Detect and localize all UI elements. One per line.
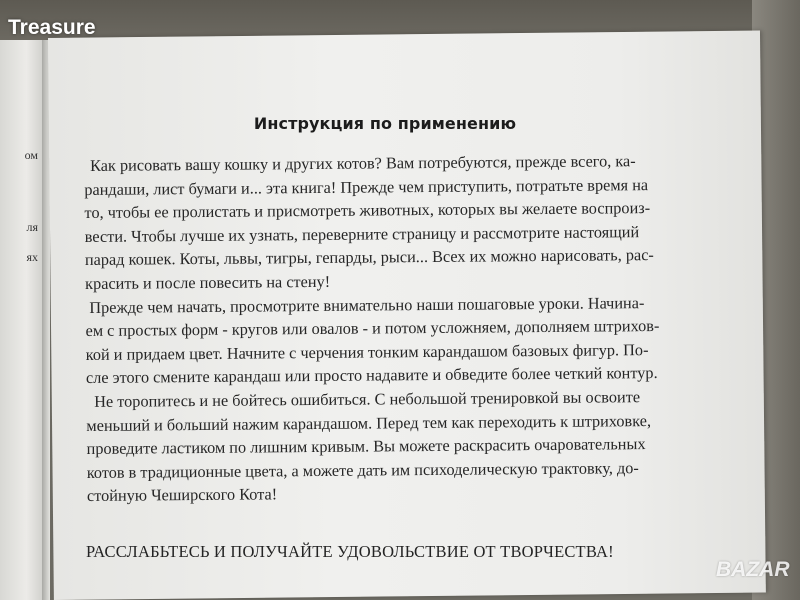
text-line: парад кошек. Коты, львы, тигры, гепарды, рыси... Всех их можно нарисовать, рас- bbox=[84, 245, 654, 270]
text-line: Прежде чем начать, просмотрите внимательно наши пошаговые уроки. Начина- bbox=[89, 292, 645, 317]
text-line: кой и придаем цвет. Начните с черчения тонким карандашом базовых фигур. По- bbox=[85, 339, 649, 364]
paragraph-1 bbox=[84, 149, 701, 296]
closing-line: РАССЛАБЬТЕСЬ И ПОЛУЧАЙТЕ УДОВОЛЬСТВИЕ ОТ ТВОРЧЕСТВА! bbox=[86, 542, 614, 561]
watermark-text: Treasure bbox=[8, 16, 96, 39]
text-line: стойную Чеширского Кота! bbox=[86, 484, 278, 506]
body-text bbox=[84, 149, 703, 508]
text-line: Как рисовать вашу кошку и других котов? Вам потребуются, прежде всего, ка- bbox=[90, 151, 636, 175]
left-page-fragment: ях bbox=[26, 250, 38, 264]
text-line: Не торопитесь и не бойтесь ошибиться. С небольшой тренировкой вы освоите bbox=[94, 387, 641, 411]
text-line: то, чтобы ее пролистать и присмотреть животных, которых вы желаете воспроиз- bbox=[84, 198, 651, 223]
text-line: котов в традиционные цвета, а можете дать им психоделическую трактовку, до- bbox=[86, 457, 639, 482]
paragraph-2 bbox=[85, 290, 702, 390]
paragraph-3 bbox=[86, 385, 703, 508]
text-line: проведите ластиком по лишним кривым. Вы можете раскрасить очаровательных bbox=[86, 434, 646, 459]
text-line: меньший и больший нажим карандашом. Перед тем как переходить к штриховке, bbox=[86, 410, 652, 435]
text-line: рандаши, лист бумаги и... эта книга! Прежде чем приступить, потратьте время на bbox=[84, 174, 649, 199]
text-line: вести. Чтобы лучше их узнать, переверните страницу и рассмотрите настоящий bbox=[84, 221, 640, 246]
left-page-fragment: ля bbox=[26, 220, 38, 234]
text-line: красить и после повесить на стену! bbox=[85, 271, 331, 293]
left-page-fragment: ом bbox=[24, 148, 38, 162]
page-title: Инструкция по применению bbox=[253, 114, 517, 133]
text-line: ем с простых форм - кругов или овалов - и потом усложняем, дополняем штрихов- bbox=[85, 316, 660, 341]
text-line: сле этого смените карандаш или просто надавите и обведите более четкий контур. bbox=[85, 363, 658, 388]
bazar-logo: BAZAR bbox=[716, 558, 790, 581]
